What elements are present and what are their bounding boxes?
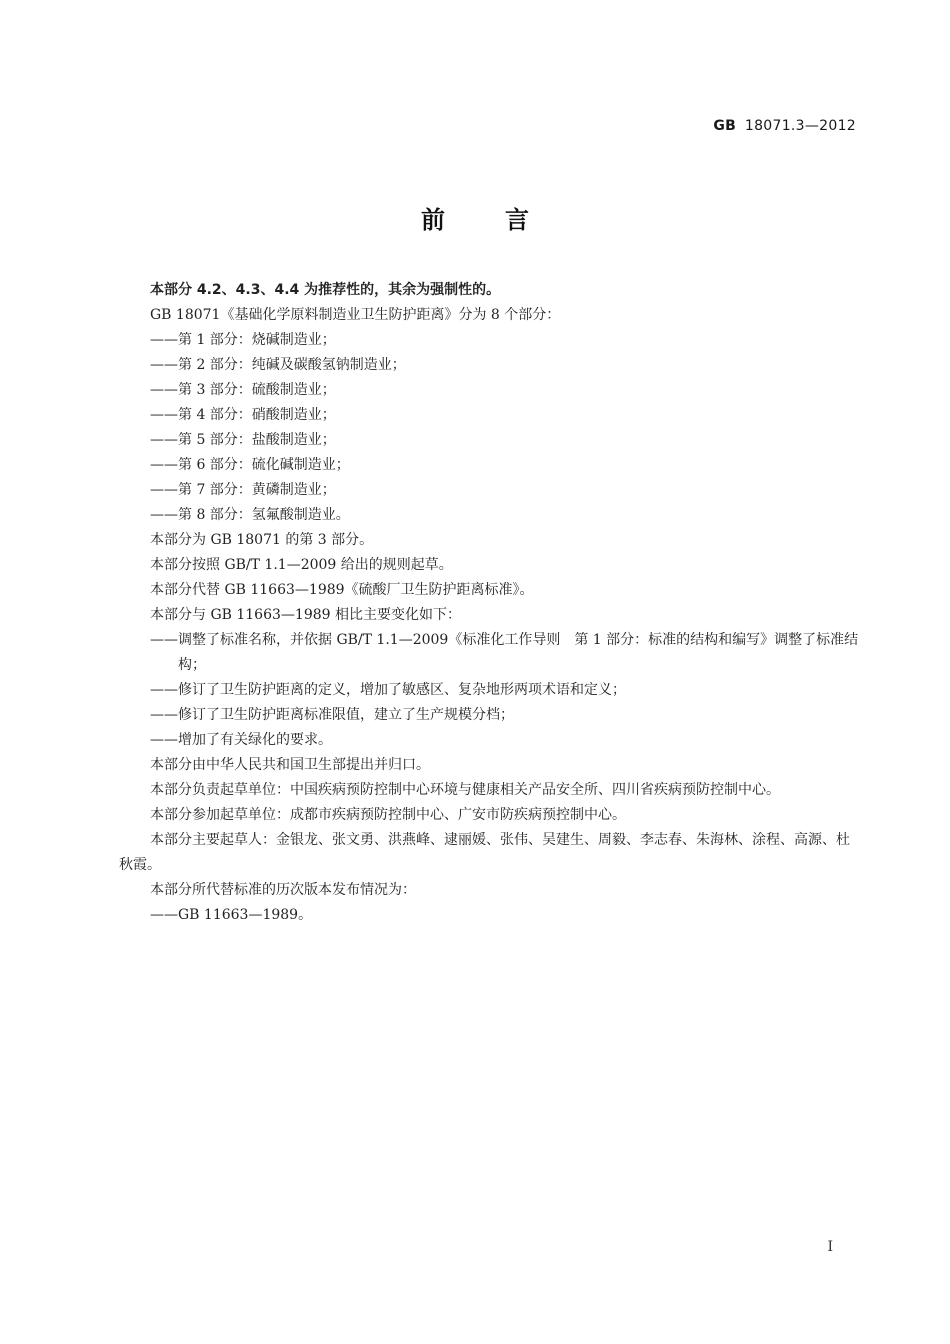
- part-item: ——第 5 部分：盐酸制造业；: [150, 432, 336, 448]
- paragraph-main-drafters: 本部分主要起草人：金银龙、张文勇、洪燕峰、逮丽媛、张伟、吴建生、周毅、李志春、朱海林、涂程、高源、杜秋霞。: [119, 832, 850, 873]
- paragraph-part-of: 本部分为 GB 18071 的第 3 部分。: [150, 532, 374, 548]
- paragraph-history-intro: 本部分所代替标准的历次版本发布情况为：: [150, 882, 416, 898]
- change-item: ——调整了标准名称，并依据 GB/T 1.1—2009《标准化工作导则 第 1 部分：标准的结构和编写》调整了标准结构；: [150, 632, 859, 673]
- page-number: I: [827, 1239, 833, 1255]
- history-item: ——GB 11663—1989。: [150, 907, 313, 923]
- standard-number: [713, 118, 856, 134]
- change-item: ——增加了有关绿化的要求。: [150, 732, 332, 748]
- paragraph-proposer: 本部分由中华人民共和国卫生部提出并归口。: [150, 757, 430, 773]
- part-item: ——第 4 部分：硝酸制造业；: [150, 407, 336, 423]
- document-body: [119, 278, 859, 928]
- paragraph-structure: GB 18071《基础化学原料制造业卫生防护距离》分为 8 个部分：: [150, 307, 561, 323]
- paragraph-replaces: 本部分代替 GB 11663—1989《硫酸厂卫生防护距离标准》。: [150, 582, 534, 598]
- part-item: ——第 1 部分：烧碱制造业；: [150, 332, 336, 348]
- part-item: ——第 3 部分：硫酸制造业；: [150, 382, 336, 398]
- part-item: ——第 2 部分：纯碱及碳酸氢钠制造业；: [150, 357, 406, 373]
- part-item: ——第 8 部分：氢氟酸制造业。: [150, 507, 350, 523]
- change-item: ——修订了卫生防护距离的定义，增加了敏感区、复杂地形两项术语和定义；: [150, 682, 626, 698]
- change-item: ——修订了卫生防护距离标准限值，建立了生产规模分档；: [150, 707, 514, 723]
- standard-prefix: GB: [713, 118, 737, 134]
- paragraph-changes-intro: 本部分与 GB 11663—1989 相比主要变化如下：: [150, 607, 461, 623]
- part-item: ——第 6 部分：硫化碱制造业；: [150, 457, 350, 473]
- paragraph-recommendation: 本部分 4.2、4.3、4.4 为推荐性的，其余为强制性的。: [150, 282, 501, 298]
- page-title: 前言: [421, 206, 589, 234]
- paragraph-drafting-rules: 本部分按照 GB/T 1.1—2009 给出的规则起草。: [150, 557, 453, 573]
- paragraph-lead-drafter: 本部分负责起草单位：中国疾病预防控制中心环境与健康相关产品安全所、四川省疾病预防控制中心。: [150, 782, 780, 798]
- paragraph-participating-drafters: 本部分参加起草单位：成都市疾病预防控制中心、广安市防疾病预控制中心。: [150, 807, 626, 823]
- part-item: ——第 7 部分：黄磷制造业；: [150, 482, 336, 498]
- standard-code: 18071.3—2012: [744, 118, 856, 134]
